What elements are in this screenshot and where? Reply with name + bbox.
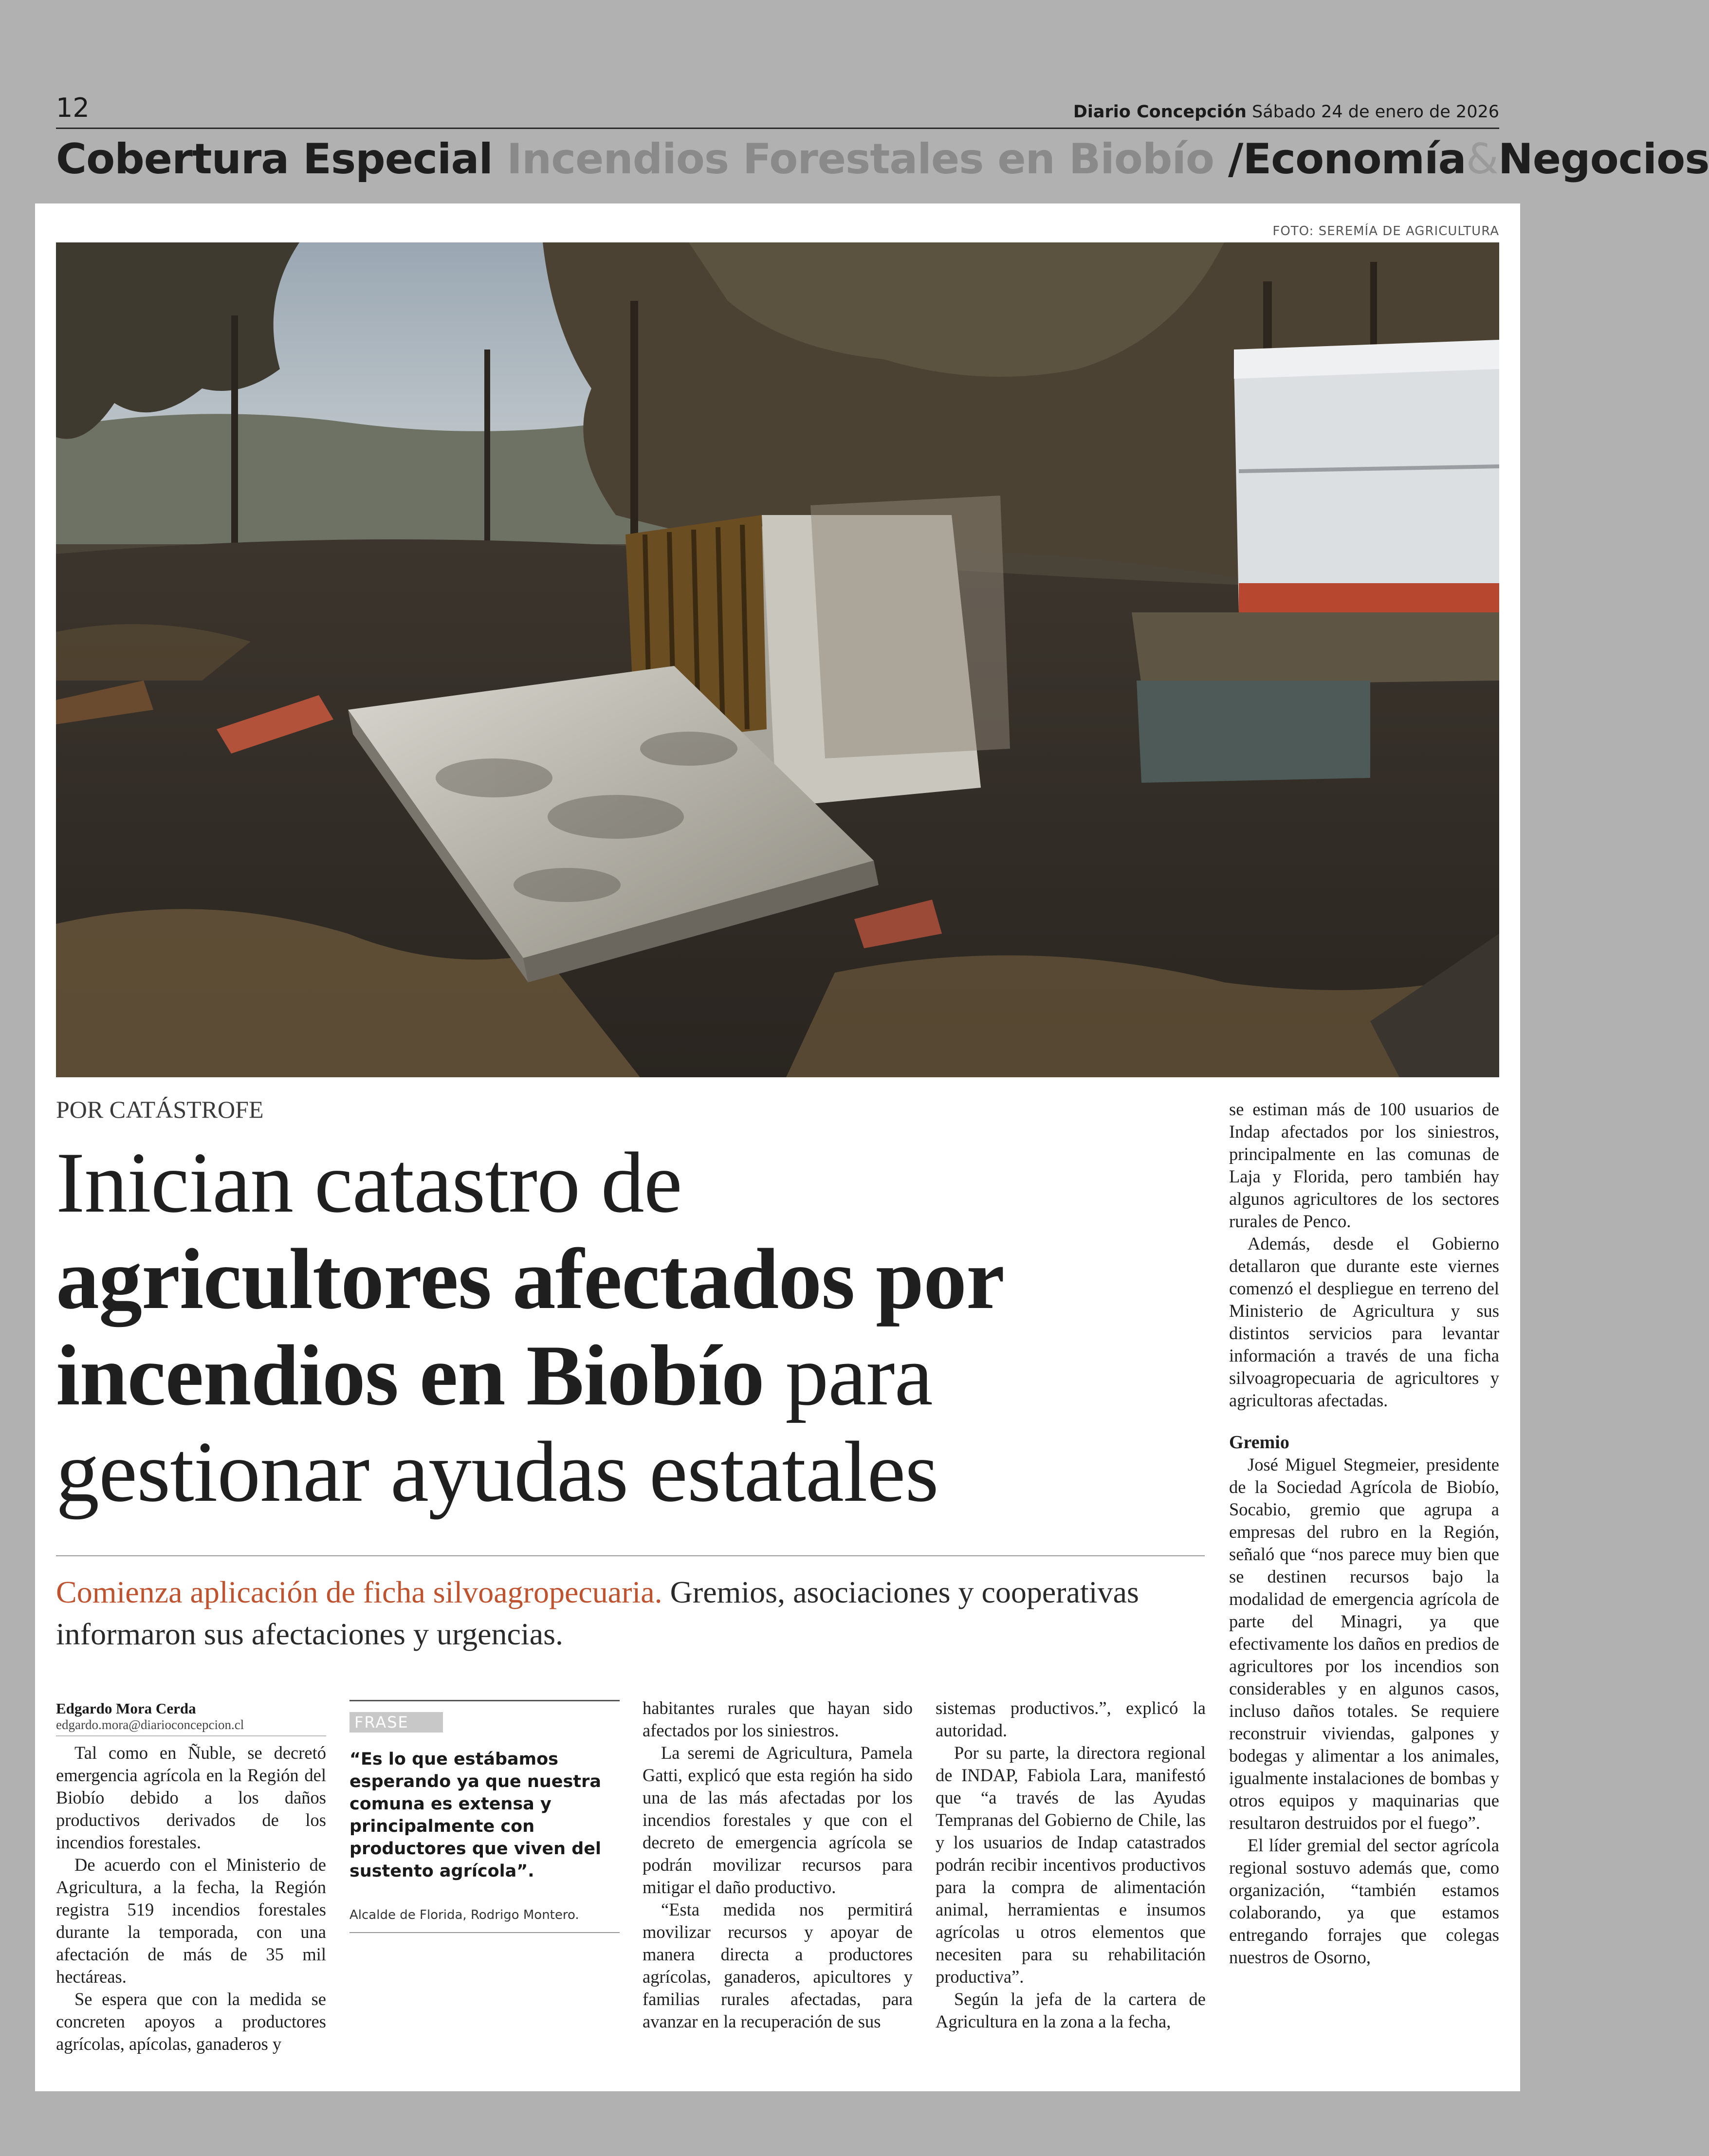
- article-photo: [56, 242, 1499, 1077]
- paragraph: Además, desde el Gobierno detallaron que durante este viernes comenzó el despliegue en terreno del Ministerio de Agricultura y sus distintos servicios para levantar información a través de una ficha silvoagropecuaria de agricultores y agricultoras afectadas.: [1229, 1234, 1499, 1410]
- issue-date: Sábado 24 de enero de 2026: [1252, 102, 1499, 122]
- quote-text: “Es lo que estábamos esperando ya que nuestra comuna es extensa y principalmente con productores que viven del sustento agrícola”.: [349, 1750, 602, 1881]
- headline-rule: [56, 1555, 1205, 1556]
- paragraph: La seremi de Agricultura, Pamela Gatti, explicó que esta región ha sido una de las más afectadas por los incendios forestales y que con el decreto de emergencia agrícola se podrán movilizar recursos para mitigar el daño productivo.: [643, 1743, 913, 1897]
- paragraph: Tal como en Ñuble, se decretó emergencia agrícola en la Región del Biobío debido a los daños productivos derivados de los incendios forestales.: [56, 1743, 326, 1852]
- quote-top-rule: [349, 1700, 620, 1701]
- deck-accent: Comienza aplicación de ficha silvoagropecuaria.: [56, 1575, 662, 1609]
- paragraph: José Miguel Stegmeier, presidente de la Sociedad Agrícola de Biobío, Socabio, gremio que agrupa a empresas del rubro en la Región, señaló que “nos parece muy bien que se destinen recursos bajo la modalidad de emergencia agrícola de parte del Minagri, ya que efectivamente los daños en predios de agricultores por los incendios son considerables y en algunos casos, incluso daños totales. Se requiere reconstruir viviendas, galpones y bodegas y alimentar a los animales, igualmente instalaciones de bombas y otros equipos y maquinarias que resultaron destruidos por el fuego”.: [1229, 1455, 1499, 1833]
- masthead: [1073, 102, 1499, 122]
- paragraph: se estiman más de 100 usuarios de Indap afectados por los siniestros, principalmente en las comunas de Laja y Florida, pero también hay algunos agricultores de los sectores rurales de Penco.: [1229, 1099, 1499, 1231]
- section-amp: &: [1466, 135, 1498, 184]
- quote-attribution: Alcalde de Florida, Rodrigo Montero.: [349, 1908, 579, 1922]
- section-topic: Incendios Forestales en Biobío: [506, 135, 1214, 184]
- paragraph: habitantes rurales que hayan sido afectados por los siniestros.: [643, 1698, 913, 1740]
- text-column-1: [56, 1742, 326, 2055]
- subhead: Gremio: [1229, 1432, 1289, 1453]
- quote-label: FRASE: [349, 1712, 443, 1732]
- headline-line-2: agricultores afectados por: [56, 1231, 1005, 1327]
- paragraph: De acuerdo con el Ministerio de Agricultura, a la fecha, la Región registra 519 incendios forestales durante la temporada, con una afectación de más de 35 mil hectáreas.: [56, 1855, 326, 1987]
- section-secondary-a: Economía: [1243, 135, 1466, 184]
- paragraph: Según la jefa de la cartera de Agricultura en la zona a la fecha,: [936, 1989, 1206, 2031]
- headline-line-4: gestionar ayudas estatales: [56, 1423, 938, 1520]
- paragraph: sistemas productivos.”, explicó la autoridad.: [936, 1698, 1206, 1740]
- article-headline: [56, 1134, 1214, 1520]
- newspaper-name: Diario Concepción: [1073, 102, 1247, 122]
- photo-credit: FOTO: SEREMÍA DE AGRICULTURA: [1272, 224, 1499, 239]
- text-column-3: [643, 1697, 913, 2033]
- pull-quote: [349, 1700, 620, 1933]
- article-deck: [56, 1571, 1176, 1655]
- section-slash: /: [1228, 135, 1243, 184]
- section-bar: [56, 135, 1709, 184]
- page-number: 12: [56, 92, 90, 123]
- byline: [56, 1700, 326, 1736]
- quote-bottom-rule: [349, 1932, 620, 1933]
- section-primary: Cobertura Especial: [56, 135, 493, 184]
- text-column-5: [1229, 1098, 1499, 1969]
- headline-line-3-bold: incendios en Biobío: [56, 1327, 764, 1423]
- burnt-beehives-photo: [56, 242, 1499, 1077]
- headline-line-1: Inician catastro de: [56, 1134, 682, 1231]
- paragraph: Por su parte, la directora regional de INDAP, Fabiola Lara, manifestó que “a través de las Ayudas Tempranas del Gobierno de Chile, las y los usuarios de Indap catastrados podrán recibir incentivos productivos para la compra de alimentación animal, herramientas e insumos agrícolas u otros elementos que necesiten para su rehabilitación productiva”.: [936, 1743, 1206, 1987]
- section-secondary-b: Negocios: [1498, 135, 1709, 184]
- header-rule: [56, 128, 1499, 129]
- byline-email: edgardo.mora@diarioconcepcion.cl: [56, 1717, 326, 1736]
- paragraph: El líder gremial del sector agrícola regional sostuvo además que, como organización, “también estamos colaborando, ya que estamos entregando forrajes que colegas nuestros de Osorno,: [1229, 1835, 1499, 1967]
- byline-name: Edgardo Mora Cerda: [56, 1700, 196, 1717]
- paragraph: “Esta medida nos permitirá movilizar recursos y apoyar de manera directa a productores agrícolas, ganaderos, apicultores y familias rurales afectadas, para avanzar en la recuperación de sus: [643, 1899, 913, 2031]
- paragraph: Se espera que con la medida se concreten apoyos a productores agrícolas, apícolas, ganaderos y: [56, 1989, 326, 2054]
- headline-line-3-rest: para: [764, 1327, 933, 1423]
- article-kicker: POR CATÁSTROFE: [56, 1096, 264, 1123]
- text-column-4: [936, 1697, 1206, 2033]
- deck-rest: Gremios, asociaciones y cooperativas informaron sus afectaciones y urgencias.: [56, 1575, 1139, 1651]
